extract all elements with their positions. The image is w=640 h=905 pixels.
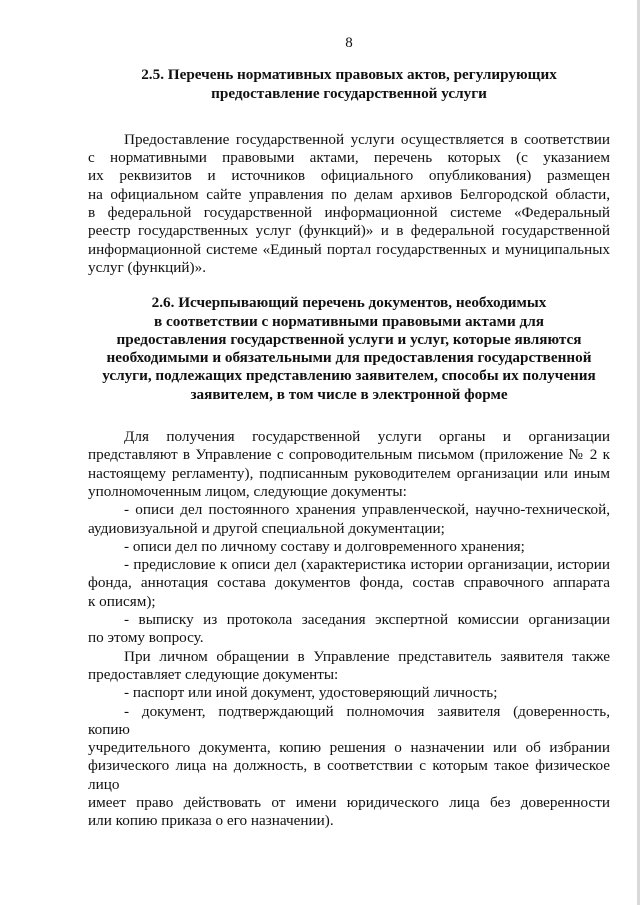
heading-line: в соответствии с нормативными правовыми актами для	[154, 312, 544, 330]
text-line: Для получения государственной услуги органы и организации	[124, 428, 610, 446]
text-line: - предисловие к описи дел (характеристика истории организации, истории	[124, 556, 610, 574]
text-line: учредительного документа, копию решения о назначении или об избрании	[88, 739, 610, 757]
section-2-6-paragraph	[88, 611, 610, 648]
section-2-6-paragraph	[88, 648, 610, 685]
text-line: услуг (функций)».	[88, 258, 206, 276]
section-2-6-paragraph	[88, 556, 610, 611]
section-2-6-heading	[88, 294, 610, 404]
text-line: имеет право действовать от имени юридического лица без доверенности	[88, 793, 610, 811]
text-line: Предоставление государственной услуги осуществляется в соответствии	[124, 130, 610, 148]
text-line: на официальном сайте управления по делам архивов Белгородской области,	[88, 185, 610, 203]
text-line: - описи дел по личному составу и долговременного хранения;	[124, 537, 525, 555]
text-line: - паспорт или иной документ, удостоверяющий личность;	[124, 684, 498, 702]
heading-line: заявителем, в том числе в электронной форме	[190, 385, 508, 403]
text-line: - описи дел постоянного хранения управленческой, научно-технической,	[124, 501, 610, 519]
text-line: - документ, подтверждающий полномочия заявителя (доверенность, копию	[88, 702, 610, 738]
text-line: с нормативными правовыми актами, перечень которых (с указанием	[88, 149, 610, 167]
text-line: физического лица на должность, в соответствии с которым такое физическое лицо	[88, 757, 610, 793]
text-line: При личном обращении в Управление представитель заявителя также	[124, 647, 610, 665]
section-2-6-paragraph	[88, 501, 610, 538]
section-2-6-paragraph	[88, 428, 610, 501]
text-line: по этому вопросу.	[88, 629, 204, 647]
heading-line: предоставление государственной услуги	[211, 84, 487, 102]
text-line: в федеральной государственной информационной системе «Федеральный	[88, 204, 610, 222]
text-line: уполномоченным лицом, следующие документы:	[88, 482, 407, 500]
heading-line: 2.6. Исчерпывающий перечень документов, необходимых	[151, 294, 547, 312]
page-number: 8	[345, 35, 353, 51]
heading-line: необходимыми и обязательными для предоставления государственной	[106, 349, 592, 367]
section-2-6-paragraph	[88, 538, 610, 556]
text-line: настоящему регламенту), подписанным руководителем организации или иным	[88, 464, 610, 482]
section-2-5-paragraph	[88, 131, 610, 277]
text-line: информационной системе «Единый портал государственных и муниципальных	[88, 240, 610, 258]
text-line: или копию приказа о его назначении).	[88, 812, 334, 830]
text-line: аудиовизуальной и другой специальной документации;	[88, 519, 445, 537]
text-line: - выписку из протокола заседания экспертной комиссии организации	[124, 611, 610, 629]
heading-line: 2.5. Перечень нормативных правовых актов, регулирующих	[141, 66, 557, 84]
section-2-5-heading	[88, 66, 610, 103]
text-line: фонда, аннотация состава документов фонда, состав справочного аппарата	[88, 574, 610, 592]
heading-line: предоставления государственной услуги и услуг, которые являются	[116, 330, 582, 348]
text-line: представляют в Управление с сопроводительным письмом (приложение № 2 к	[88, 446, 610, 464]
text-line: реестр государственных услуг (функций)» и в федеральной государственной	[88, 222, 610, 240]
section-2-6-paragraph	[88, 684, 610, 702]
heading-line: услуги, подлежащих представлению заявителем, способы их получения	[102, 367, 596, 385]
text-line: их реквизитов и источников официального опубликования) размещен	[88, 167, 610, 185]
section-2-6-body	[88, 428, 610, 831]
text-line: к описям);	[88, 592, 156, 610]
section-2-6-paragraph	[88, 703, 610, 831]
text-line: предоставляет следующие документы:	[88, 665, 339, 683]
